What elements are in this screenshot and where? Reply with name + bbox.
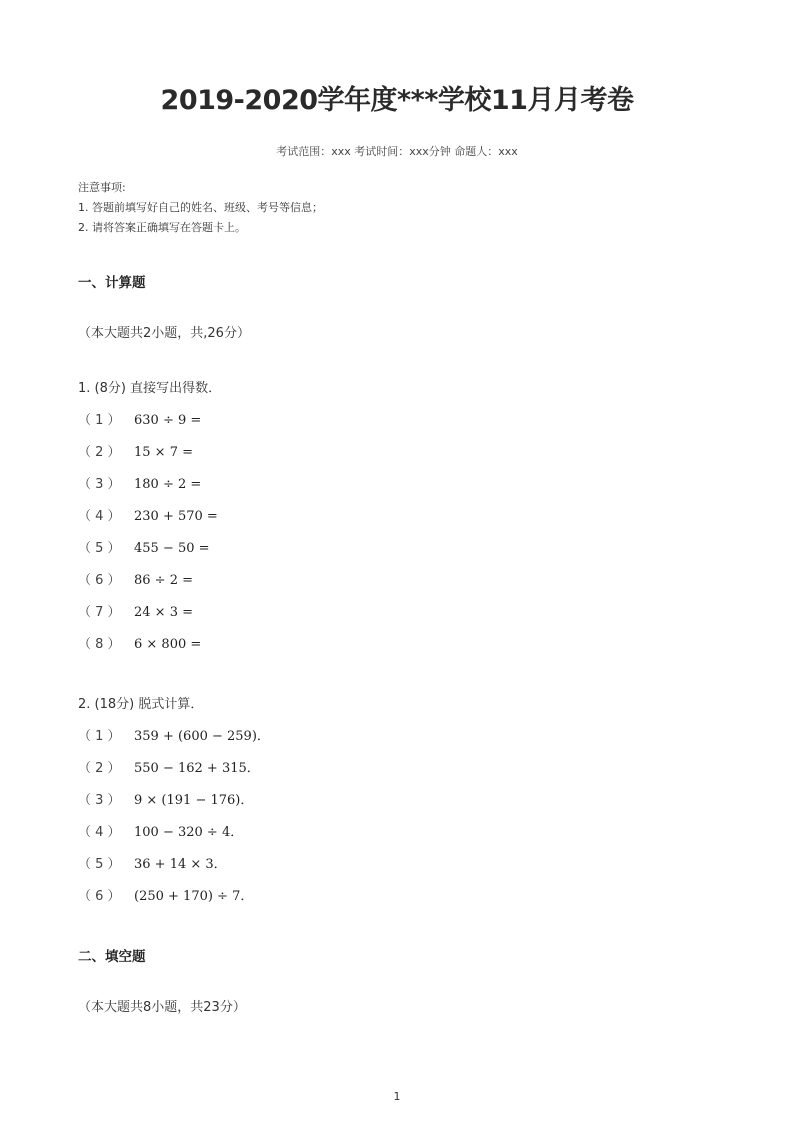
section-1-summary: （本大题共2小题，共,26分） bbox=[78, 326, 250, 341]
item-expression: 15 × 7 = bbox=[134, 445, 193, 460]
item-number: （ 1 ） bbox=[78, 413, 121, 428]
item-expression: 24 × 3 = bbox=[134, 605, 193, 620]
item-expression: 36 + 14 × 3． bbox=[134, 857, 227, 872]
q2-item bbox=[78, 853, 227, 872]
item-expression: 455 − 50 = bbox=[134, 541, 210, 556]
question-1-head: 1. (8分) 直接写出得数． bbox=[78, 381, 222, 396]
q2-item bbox=[78, 757, 260, 776]
q2-item bbox=[78, 821, 243, 840]
item-number: （ 2 ） bbox=[78, 445, 121, 460]
item-number: （ 8 ） bbox=[78, 637, 121, 652]
question-2-head: 2. (18分) 脱式计算． bbox=[78, 697, 204, 712]
q1-item bbox=[78, 473, 201, 492]
section-1-heading: 一、计算题 bbox=[78, 275, 146, 291]
item-number: （ 3 ） bbox=[78, 477, 121, 492]
item-number: （ 4 ） bbox=[78, 509, 121, 524]
item-expression: 359 + (600 − 259)． bbox=[134, 729, 270, 744]
page-number: 1 bbox=[393, 1090, 401, 1103]
section-2-summary: （本大题共8小题，共23分） bbox=[78, 1000, 246, 1015]
q2-item bbox=[78, 789, 253, 808]
item-number: （ 1 ） bbox=[78, 729, 121, 744]
item-number: （ 3 ） bbox=[78, 793, 121, 808]
item-expression: (250 + 170) ÷ 7． bbox=[134, 889, 254, 904]
notes-block bbox=[78, 178, 323, 238]
item-number: （ 5 ） bbox=[78, 857, 121, 872]
item-number: （ 2 ） bbox=[78, 761, 121, 776]
exam-info: 考试范围：xxx 考试时间：xxx分钟 命题人：xxx bbox=[276, 145, 518, 158]
item-expression: 550 − 162 + 315． bbox=[134, 761, 260, 776]
q1-item bbox=[78, 601, 193, 620]
q1-item bbox=[78, 409, 201, 428]
section-2-heading: 二、填空题 bbox=[78, 949, 146, 965]
q1-item bbox=[78, 537, 210, 556]
notes-line-2: 2. 请将答案正确填写在答题卡上。 bbox=[78, 221, 246, 234]
q1-item bbox=[78, 505, 218, 524]
item-expression: 9 × (191 − 176)． bbox=[134, 793, 254, 808]
item-number: （ 5 ） bbox=[78, 541, 121, 556]
q2-item bbox=[78, 885, 253, 904]
item-expression: 86 ÷ 2 = bbox=[134, 573, 193, 588]
item-number: （ 6 ） bbox=[78, 573, 121, 588]
item-expression: 6 × 800 = bbox=[134, 637, 202, 652]
item-number: （ 6 ） bbox=[78, 889, 121, 904]
item-expression: 230 + 570 = bbox=[134, 509, 218, 524]
notes-heading: 注意事项: bbox=[78, 181, 126, 194]
page-title: 2019-2020学年度***学校11月月考卷 bbox=[160, 85, 634, 116]
item-number: （ 4 ） bbox=[78, 825, 121, 840]
q2-item bbox=[78, 725, 270, 744]
q1-item bbox=[78, 441, 193, 460]
item-expression: 630 ÷ 9 = bbox=[134, 413, 202, 428]
item-number: （ 7 ） bbox=[78, 605, 121, 620]
item-expression: 100 − 320 ÷ 4． bbox=[134, 825, 244, 840]
q1-item bbox=[78, 569, 193, 588]
notes-line-1: 1. 答题前填写好自己的姓名、班级、考号等信息； bbox=[78, 201, 323, 214]
item-expression: 180 ÷ 2 = bbox=[134, 477, 202, 492]
q1-item bbox=[78, 633, 201, 652]
